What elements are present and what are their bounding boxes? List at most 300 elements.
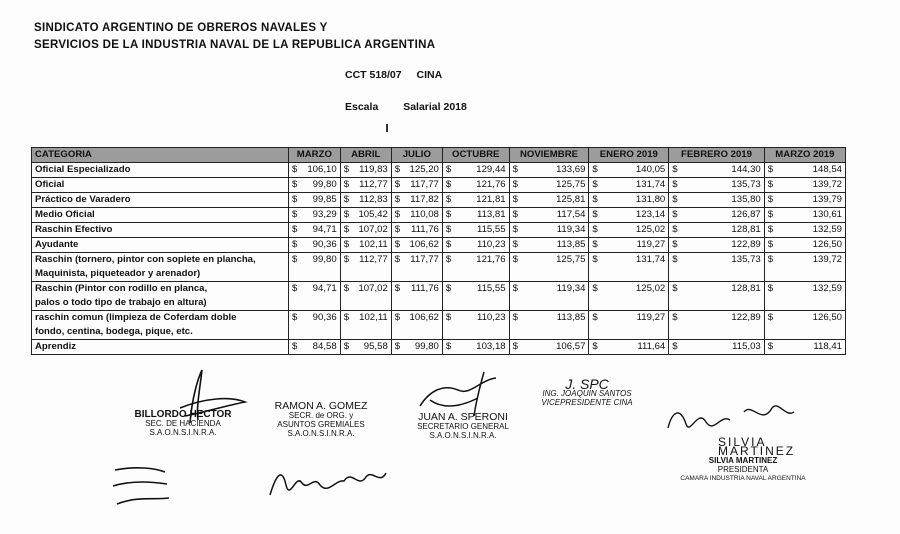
value-cell	[589, 340, 669, 355]
currency-sign: $	[445, 312, 452, 323]
col-header: OCTUBRE	[442, 148, 509, 163]
salary-value: 119,83	[359, 164, 388, 175]
value-cell	[509, 193, 589, 208]
value-cell	[669, 311, 765, 340]
salary-value: 113,81	[476, 209, 506, 220]
currency-sign: $	[292, 254, 298, 265]
table-row	[32, 178, 846, 193]
salary-value: 115,55	[476, 283, 506, 294]
value-cell	[340, 208, 391, 223]
salary-value: 133,69	[556, 164, 586, 175]
value-cell	[509, 253, 589, 282]
value-cell	[340, 223, 391, 238]
signature-martinez	[668, 435, 818, 483]
currency-sign: $	[292, 312, 298, 323]
value-cell	[589, 223, 669, 238]
value-cell	[589, 163, 669, 178]
table-row	[32, 253, 846, 282]
value-cell	[669, 208, 765, 223]
salary-value: 107,02	[358, 224, 388, 235]
salary-value: 106,57	[556, 341, 586, 352]
salary-value: 128,81	[731, 283, 761, 294]
salary-value: 135,80	[731, 194, 761, 205]
currency-sign: $	[672, 194, 678, 205]
value-cell	[509, 311, 589, 340]
salary-value: 102,11	[359, 312, 388, 323]
currency-sign: $	[512, 224, 518, 235]
currency-sign: $	[343, 312, 350, 323]
currency-sign: $	[445, 254, 452, 265]
salary-value: 106,10	[307, 164, 337, 175]
value-cell	[391, 178, 442, 193]
value-cell	[442, 238, 509, 253]
currency-sign: $	[445, 179, 452, 190]
value-cell	[764, 208, 845, 223]
category-label: Aprendiz	[35, 341, 77, 352]
category-label: raschin comun (limpieza de Coferdam doble	[35, 312, 237, 323]
value-cell	[509, 282, 589, 311]
value-cell	[589, 193, 669, 208]
currency-sign: $	[592, 209, 598, 220]
salary-value: 119,27	[636, 239, 666, 250]
signer-org: S.A.O.N.S.I.N.R.A.	[149, 428, 217, 437]
salary-value: 125,02	[635, 224, 666, 235]
currency-sign: $	[394, 194, 401, 205]
value-cell	[340, 193, 391, 208]
salary-value: 105,42	[358, 209, 388, 220]
salary-value: 132,59	[812, 283, 842, 294]
value-cell	[669, 282, 765, 311]
currency-sign: $	[672, 179, 678, 190]
currency-sign: $	[343, 209, 350, 220]
currency-sign: $	[445, 164, 452, 175]
currency-sign: $	[343, 254, 350, 265]
value-cell	[669, 178, 765, 193]
currency-sign: $	[672, 254, 678, 265]
salary-value: 135,73	[731, 254, 761, 265]
signer-role: SEC. DE HACIENDA	[145, 419, 221, 428]
value-cell	[509, 178, 589, 193]
currency-sign: $	[672, 341, 678, 352]
value-cell	[391, 208, 442, 223]
salary-value: 117,77	[410, 179, 439, 190]
currency-sign: $	[394, 209, 401, 220]
salary-value: 144,30	[731, 164, 761, 175]
salary-value: 117,77	[410, 254, 439, 265]
category-label: Oficial	[35, 179, 65, 190]
currency-sign: $	[394, 283, 401, 294]
category-label: Oficial Especializado	[35, 164, 131, 175]
salary-value: 90,36	[312, 312, 337, 323]
currency-sign: $	[292, 341, 298, 352]
value-cell	[764, 163, 845, 178]
salary-value: 117,82	[410, 194, 439, 205]
currency-sign: $	[592, 341, 598, 352]
currency-sign: $	[672, 209, 678, 220]
currency-sign: $	[394, 254, 401, 265]
salary-value: 99,80	[312, 254, 337, 265]
value-cell	[289, 193, 341, 208]
value-cell	[442, 223, 509, 238]
salary-value: 139,79	[812, 194, 842, 205]
salary-value: 111,64	[637, 341, 666, 352]
salary-value: 112,83	[359, 194, 388, 205]
salary-value: 110,23	[476, 312, 506, 323]
value-cell	[340, 311, 391, 340]
signer-org: CAMARA INDUSTRIA NAVAL ARGENTINA	[680, 475, 806, 482]
currency-sign: $	[672, 239, 678, 250]
currency-sign: $	[767, 283, 774, 294]
value-cell	[764, 178, 845, 193]
salary-value: 121,76	[476, 254, 506, 265]
category-label-line2: Maquinista, piqueteador y arenador)	[35, 268, 201, 279]
salary-value: 131,80	[635, 194, 666, 205]
signer-role: SECR. de ORG. y	[288, 411, 354, 420]
table-row	[32, 340, 846, 355]
currency-sign: $	[672, 224, 678, 235]
salary-value: 113,85	[556, 239, 586, 250]
salary-value: 126,87	[731, 209, 761, 220]
value-cell	[289, 311, 341, 340]
signer-org: S.A.O.N.S.I.N.R.A.	[287, 429, 355, 438]
value-cell	[442, 282, 509, 311]
salary-value: 94,71	[312, 283, 337, 294]
value-cell	[391, 193, 442, 208]
currency-sign: $	[767, 224, 774, 235]
salary-value: 106,62	[409, 239, 439, 250]
value-cell	[340, 238, 391, 253]
salary-value: 129,44	[476, 164, 506, 175]
signer-name: RAMON A. GOMEZ	[274, 400, 368, 412]
signature-gomez	[262, 402, 380, 438]
currency-sign: $	[767, 209, 774, 220]
salary-value: 140,05	[635, 164, 666, 175]
salary-value: 139,72	[812, 179, 842, 190]
value-cell	[669, 193, 765, 208]
value-cell	[340, 163, 391, 178]
value-cell	[391, 223, 442, 238]
signature-scribble-3	[262, 455, 392, 505]
salary-value: 93,29	[312, 209, 337, 220]
currency-sign: $	[445, 224, 452, 235]
currency-sign: $	[394, 239, 401, 250]
category-label-line2: fondo, centina, bodega, pique, etc.	[35, 326, 193, 337]
currency-sign: $	[394, 164, 401, 175]
col-header: ABRIL	[340, 148, 391, 163]
currency-sign: $	[512, 239, 518, 250]
salary-value: 128,81	[731, 224, 761, 235]
value-cell	[589, 238, 669, 253]
value-cell	[442, 253, 509, 282]
currency-sign: $	[767, 239, 774, 250]
currency-sign: $	[343, 179, 350, 190]
currency-sign: $	[512, 179, 518, 190]
signer-name: JUAN A. SPERONI	[418, 411, 508, 423]
currency-sign: $	[445, 194, 452, 205]
value-cell	[509, 163, 589, 178]
cct-line	[345, 69, 454, 81]
value-cell	[669, 340, 765, 355]
currency-sign: $	[445, 341, 452, 352]
table-row	[32, 238, 846, 253]
currency-sign: $	[343, 283, 350, 294]
currency-sign: $	[343, 341, 350, 352]
salary-value: 125,20	[409, 164, 439, 175]
signature-scribble-2	[105, 462, 175, 512]
salary-value: 117,54	[556, 209, 586, 220]
signature-billordo	[128, 410, 238, 437]
col-header: NOVIEMBRE	[509, 148, 589, 163]
col-header: MARZO	[289, 148, 341, 163]
salary-value: 119,27	[636, 312, 666, 323]
currency-sign: $	[512, 254, 518, 265]
value-cell	[589, 178, 669, 193]
col-header: ENERO 2019	[589, 148, 669, 163]
salary-value: 110,08	[410, 209, 439, 220]
category-cell	[32, 311, 289, 340]
mark	[386, 124, 388, 132]
currency-sign: $	[672, 164, 678, 175]
category-label: Raschin Efectivo	[35, 224, 113, 235]
value-cell	[442, 208, 509, 223]
salary-value: 148,54	[812, 164, 842, 175]
salary-value: 113,85	[556, 312, 586, 323]
currency-sign: $	[767, 179, 774, 190]
value-cell	[509, 238, 589, 253]
category-label: Raschin (tornero, pintor con soplete en plancha,	[35, 254, 256, 265]
table-row	[32, 208, 846, 223]
value-cell	[589, 311, 669, 340]
salary-value: 132,59	[812, 224, 842, 235]
currency-sign: $	[592, 224, 598, 235]
table-row	[32, 282, 846, 311]
currency-sign: $	[592, 254, 598, 265]
value-cell	[391, 253, 442, 282]
currency-sign: $	[343, 239, 350, 250]
value-cell	[764, 282, 845, 311]
value-cell	[391, 238, 442, 253]
salary-value: 118,41	[813, 341, 842, 352]
currency-sign: $	[512, 312, 518, 323]
salary-value: 99,80	[414, 341, 439, 352]
category-label: Raschin (Pintor con rodillo en planca,	[35, 283, 208, 294]
salary-value: 131,74	[635, 179, 666, 190]
signature-speroni	[403, 413, 523, 440]
currency-sign: $	[767, 341, 774, 352]
salary-value: 125,02	[635, 283, 666, 294]
salary-value: 102,11	[359, 239, 388, 250]
category-label: Medio Oficial	[35, 209, 95, 220]
col-header: JULIO	[391, 148, 442, 163]
table-row	[32, 193, 846, 208]
currency-sign: $	[767, 254, 774, 265]
currency-sign: $	[292, 283, 298, 294]
salary-value: 90,36	[312, 239, 337, 250]
salary-value: 125,81	[556, 194, 586, 205]
salary-value: 115,03	[732, 341, 761, 352]
value-cell	[589, 208, 669, 223]
currency-sign: $	[292, 209, 298, 220]
signer-role2: ASUNTOS GREMIALES	[277, 420, 365, 429]
salary-value: 84,58	[312, 341, 337, 352]
currency-sign: $	[394, 179, 401, 190]
union-name-line1: SINDICATO ARGENTINO DE OBREROS NAVALES Y	[34, 22, 328, 34]
table-row	[32, 223, 846, 238]
signer-role: SECRETARIO GENERAL	[417, 422, 509, 431]
salary-value: 110,23	[476, 239, 506, 250]
cct-number: CCT 518/07	[345, 69, 402, 81]
salary-value: 94,71	[312, 224, 337, 235]
currency-sign: $	[592, 164, 598, 175]
salary-value: 99,85	[312, 194, 337, 205]
currency-sign: $	[672, 283, 678, 294]
table-body	[32, 163, 846, 355]
salary-table	[31, 147, 846, 355]
value-cell	[289, 253, 341, 282]
cina-label: CINA	[416, 69, 443, 81]
signer-org: S.A.O.N.S.I.N.R.A.	[429, 431, 497, 440]
category-label-line2: palos o todo tipo de trabajo en altura)	[35, 297, 207, 308]
currency-sign: $	[592, 179, 598, 190]
value-cell	[340, 282, 391, 311]
value-cell	[391, 340, 442, 355]
value-cell	[289, 163, 341, 178]
salary-value: 111,76	[410, 224, 439, 235]
salary-value: 115,55	[476, 224, 506, 235]
value-cell	[340, 178, 391, 193]
signer-name: ING. JOAQUIN SANTOS	[542, 389, 632, 398]
union-name-line2: SERVICIOS DE LA INDUSTRIA NAVAL DE LA REPUBLICA ARGENTINA	[34, 39, 436, 51]
value-cell	[589, 253, 669, 282]
currency-sign: $	[512, 341, 518, 352]
value-cell	[340, 253, 391, 282]
value-cell	[289, 282, 341, 311]
currency-sign: $	[343, 194, 350, 205]
signer-role: VICEPRESIDENTE CINA	[541, 398, 633, 407]
salary-value: 123,14	[635, 209, 666, 220]
salary-value: 111,76	[410, 283, 439, 294]
currency-sign: $	[445, 283, 452, 294]
col-header: FEBRERO 2019	[669, 148, 765, 163]
value-cell	[764, 238, 845, 253]
signature-santos	[522, 376, 652, 407]
value-cell	[442, 163, 509, 178]
value-cell	[509, 208, 589, 223]
currency-sign: $	[512, 164, 518, 175]
salary-value: 112,77	[359, 179, 388, 190]
currency-sign: $	[394, 341, 401, 352]
value-cell	[764, 193, 845, 208]
category-cell	[32, 163, 289, 178]
salarial-label: Salarial 2018	[403, 101, 467, 113]
currency-sign: $	[292, 224, 298, 235]
salary-value: 131,74	[635, 254, 666, 265]
value-cell	[391, 282, 442, 311]
salary-value: 130,61	[812, 209, 842, 220]
value-cell	[764, 311, 845, 340]
table-header-row	[32, 148, 846, 163]
value-cell	[442, 178, 509, 193]
currency-sign: $	[394, 224, 401, 235]
category-cell	[32, 208, 289, 223]
table-row	[32, 311, 846, 340]
value-cell	[669, 253, 765, 282]
salary-value: 135,73	[731, 179, 761, 190]
category-cell	[32, 282, 289, 311]
value-cell	[442, 311, 509, 340]
value-cell	[764, 223, 845, 238]
salary-value: 106,62	[409, 312, 439, 323]
currency-sign: $	[292, 179, 298, 190]
category-cell	[32, 340, 289, 355]
value-cell	[589, 282, 669, 311]
escala-label: Escala	[345, 101, 379, 113]
currency-sign: $	[343, 224, 350, 235]
salary-value: 122,89	[731, 239, 761, 250]
value-cell	[289, 238, 341, 253]
salary-value: 126,50	[812, 312, 842, 323]
currency-sign: $	[445, 239, 452, 250]
currency-sign: $	[767, 164, 774, 175]
currency-sign: $	[445, 209, 452, 220]
salary-value: 121,76	[476, 179, 506, 190]
salary-value: 139,72	[812, 254, 842, 265]
handwritten-name: SILVIA MARTINEZ	[718, 435, 796, 458]
currency-sign: $	[592, 283, 598, 294]
currency-sign: $	[512, 283, 518, 294]
value-cell	[391, 311, 442, 340]
value-cell	[289, 223, 341, 238]
value-cell	[669, 163, 765, 178]
category-cell	[32, 193, 289, 208]
currency-sign: $	[512, 194, 518, 205]
salary-value: 122,89	[731, 312, 761, 323]
salary-value: 112,77	[359, 254, 388, 265]
category-cell	[32, 238, 289, 253]
value-cell	[669, 223, 765, 238]
value-cell	[289, 340, 341, 355]
value-cell	[509, 223, 589, 238]
value-cell	[289, 208, 341, 223]
value-cell	[764, 253, 845, 282]
salary-value: 107,02	[358, 283, 388, 294]
category-cell	[32, 178, 289, 193]
salary-value: 103,18	[476, 341, 506, 352]
salary-value: 95,58	[363, 341, 388, 352]
currency-sign: $	[512, 209, 518, 220]
value-cell	[391, 163, 442, 178]
currency-sign: $	[672, 312, 678, 323]
value-cell	[509, 340, 589, 355]
salary-value: 125,75	[556, 254, 586, 265]
currency-sign: $	[343, 164, 350, 175]
table-row	[32, 163, 846, 178]
salary-value: 121,81	[476, 194, 506, 205]
currency-sign: $	[767, 312, 774, 323]
currency-sign: $	[592, 239, 598, 250]
currency-sign: $	[292, 239, 298, 250]
col-header: CATEGORIA	[32, 148, 289, 163]
category-cell	[32, 223, 289, 238]
signer-name: SILVIA MARTINEZ	[708, 456, 778, 465]
salary-value: 119,34	[556, 283, 586, 294]
signer-role: PRESIDENTA	[717, 465, 769, 474]
value-cell	[764, 340, 845, 355]
value-cell	[442, 340, 509, 355]
currency-sign: $	[592, 312, 598, 323]
category-cell	[32, 253, 289, 282]
currency-sign: $	[767, 194, 774, 205]
